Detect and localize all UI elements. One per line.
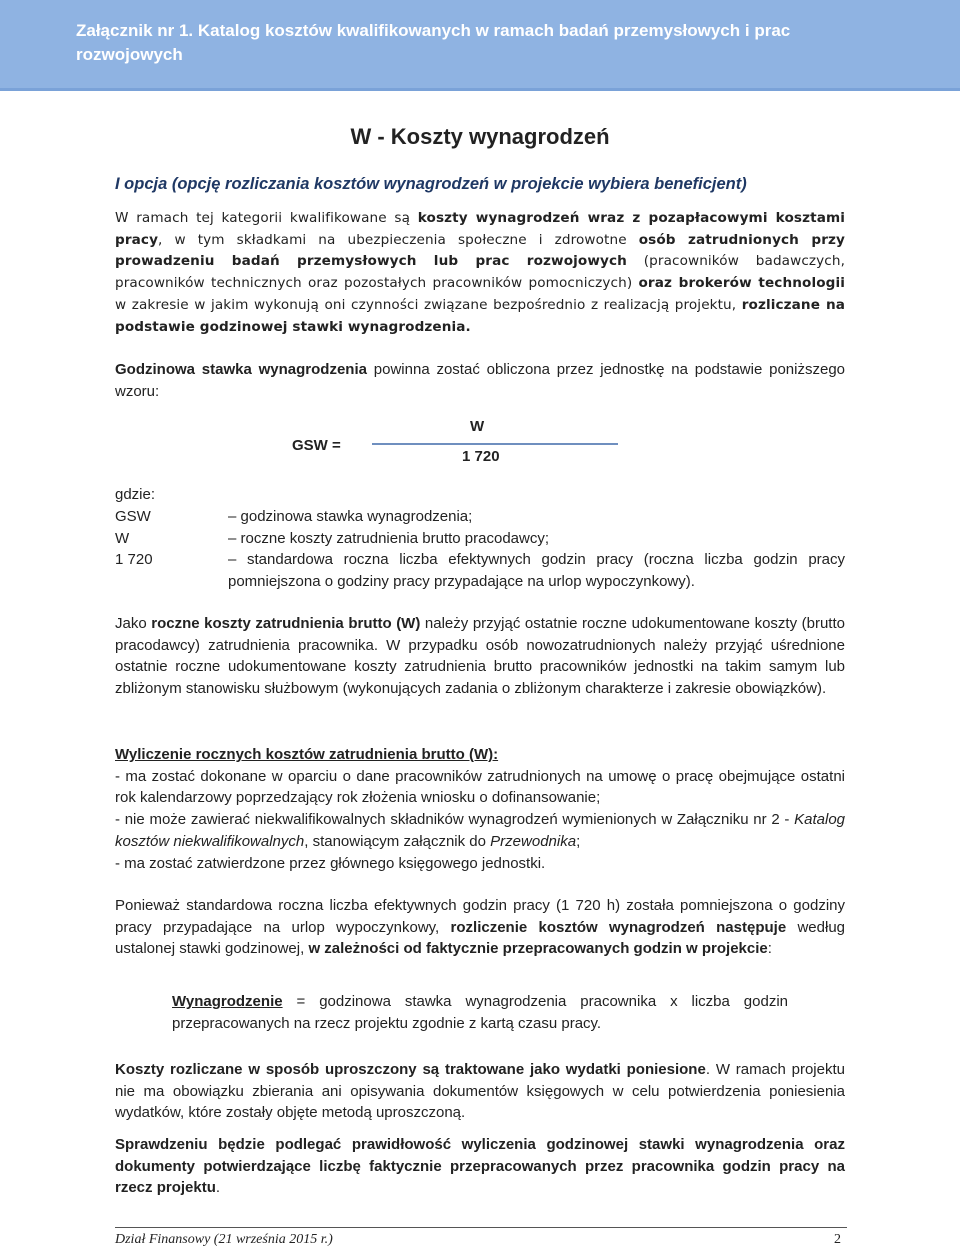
list-item: - nie może zawierać niekwalifikowalnych składników wynagrodzeń wymienionych w Załączniku nr 2 - Katalog kosztów niekwalifikowalnych, stanowiącym załącznik do Przewodnika; — [115, 811, 845, 850]
header-text: Załącznik nr 1. Katalog kosztów kwalifikowanych w ramach badań przemysłowych i prac rozwojowych — [76, 21, 791, 64]
hourly-rate-paragraph: Godzinowa stawka wynagrodzenia powinna zostać obliczona przez jednostkę na podstawie poniższego wzoru: — [115, 361, 845, 400]
footer-divider — [115, 1227, 847, 1228]
list-item: - ma zostać dokonane w oparciu o dane pracowników zatrudnionych na umowę o pracę obejmujące ostatni rok kalendarzowy poprzedzający rok złożenia wniosku o dofinansowanie; — [115, 767, 845, 807]
running-header — [0, 0, 960, 91]
reduced-hours-paragraph: Ponieważ standardowa roczna liczba efektywnych godzin pracy (1 720 h) została pomniejszona o godziny pracy przypadające na urlop wypoczynkowy, rozliczenie kosztów wynagrodzeń następuje według ustalonej stawki godzinowej, w zależności od faktycznie przepracowanych godzin w projekcie: — [115, 897, 846, 958]
list-item: - ma zostać zatwierdzone przez głównego księgowego jednostki. — [115, 854, 546, 872]
formula-lhs: GSW = — [292, 437, 341, 454]
fraction-bar — [372, 443, 618, 445]
verification-paragraph: Sprawdzeniu będzie podlegać prawidłowość wyliczenia godzinowej stawki wynagrodzenia oraz dokumenty potwierdzające liczbę faktycznie przepracowanych przez pracownika godzin pracy na rzecz projektu. — [115, 1136, 845, 1197]
intro-paragraph: W ramach tej kategorii kwalifikowane są koszty wynagrodzeń wraz z pozapłacowymi kosztami pracy, w tym składkami na ubezpieczenia społeczne i zdrowotne osób zatrudnionych przy prowadzeniu badań przemysłowych lub prac rozwojowych (pracowników badawczych, pracowników technicznych oraz pozostałych pracowników pomocniczych) oraz brokerów technologii w zakresie w jakim wykonują oni czynności związane bezpośrednio z realizacją projektu, rozliczane na podstawie godzinowej stawki wynagrodzenia. — [115, 210, 845, 335]
formula-numerator: W — [470, 418, 485, 435]
section-subtitle: I opcja (opcję rozliczania kosztów wynagrodzeń w projekcie wybiera beneficjent) — [115, 175, 747, 193]
annual-costs-paragraph: Jako roczne koszty zatrudnienia brutto (W) należy przyjąć ostatnie roczne udokumentowane koszty (brutto pracodawcy) zatrudnienia pracownika. W przypadku osób nowozatrudnionych należy przyjąć uśrednione ostatnie roczne udokumentowane koszty zatrudnienia brutto pracowników jednostki na takim samym lub zbliżonym stanowisku służbowym (wykonujących zadania o zbliżonym charakterze i zakresie obowiązków). — [115, 615, 845, 698]
page-title: W - Koszty wynagrodzeń — [350, 124, 610, 149]
footer-text: Dział Finansowy (21 września 2015 r.) — [115, 1232, 333, 1247]
definition-term: W — [115, 530, 130, 547]
definition-desc: – standardowa roczna liczba efektywnych godzin pracy (roczna liczba godzin pracy pomniejszona o godziny pracy przypadające na urlop wypoczynkowy). — [228, 551, 845, 590]
definition-term: GSW — [115, 508, 151, 525]
definition-desc: – roczne koszty zatrudnienia brutto pracodawcy; — [228, 530, 549, 547]
definition-term: 1 720 — [115, 551, 153, 568]
formula-denominator: 1 720 — [462, 448, 500, 465]
page-number: 2 — [834, 1232, 841, 1247]
simplified-costs-paragraph: Koszty rozliczane w sposób uproszczony są traktowane jako wydatki poniesione. W ramach projektu nie ma obowiązku zbierania ani opisywania dokumentów księgowych w celu potwierdzenia poniesienia wydatków, które zostały objęte metodą uproszczoną. — [115, 1061, 845, 1122]
where-label: gdzie: — [115, 486, 156, 503]
calculation-section — [115, 744, 845, 874]
calculation-heading: Wyliczenie rocznych kosztów zatrudnienia brutto (W): — [115, 746, 499, 763]
definition-desc: – godzinowa stawka wynagrodzenia; — [228, 508, 473, 525]
salary-formula-paragraph: Wynagrodzenie = godzinowa stawka wynagrodzenia pracownika x liczba godzin przepracowanych na rzecz projektu zgodnie z kartą czasu pracy. — [172, 993, 788, 1032]
